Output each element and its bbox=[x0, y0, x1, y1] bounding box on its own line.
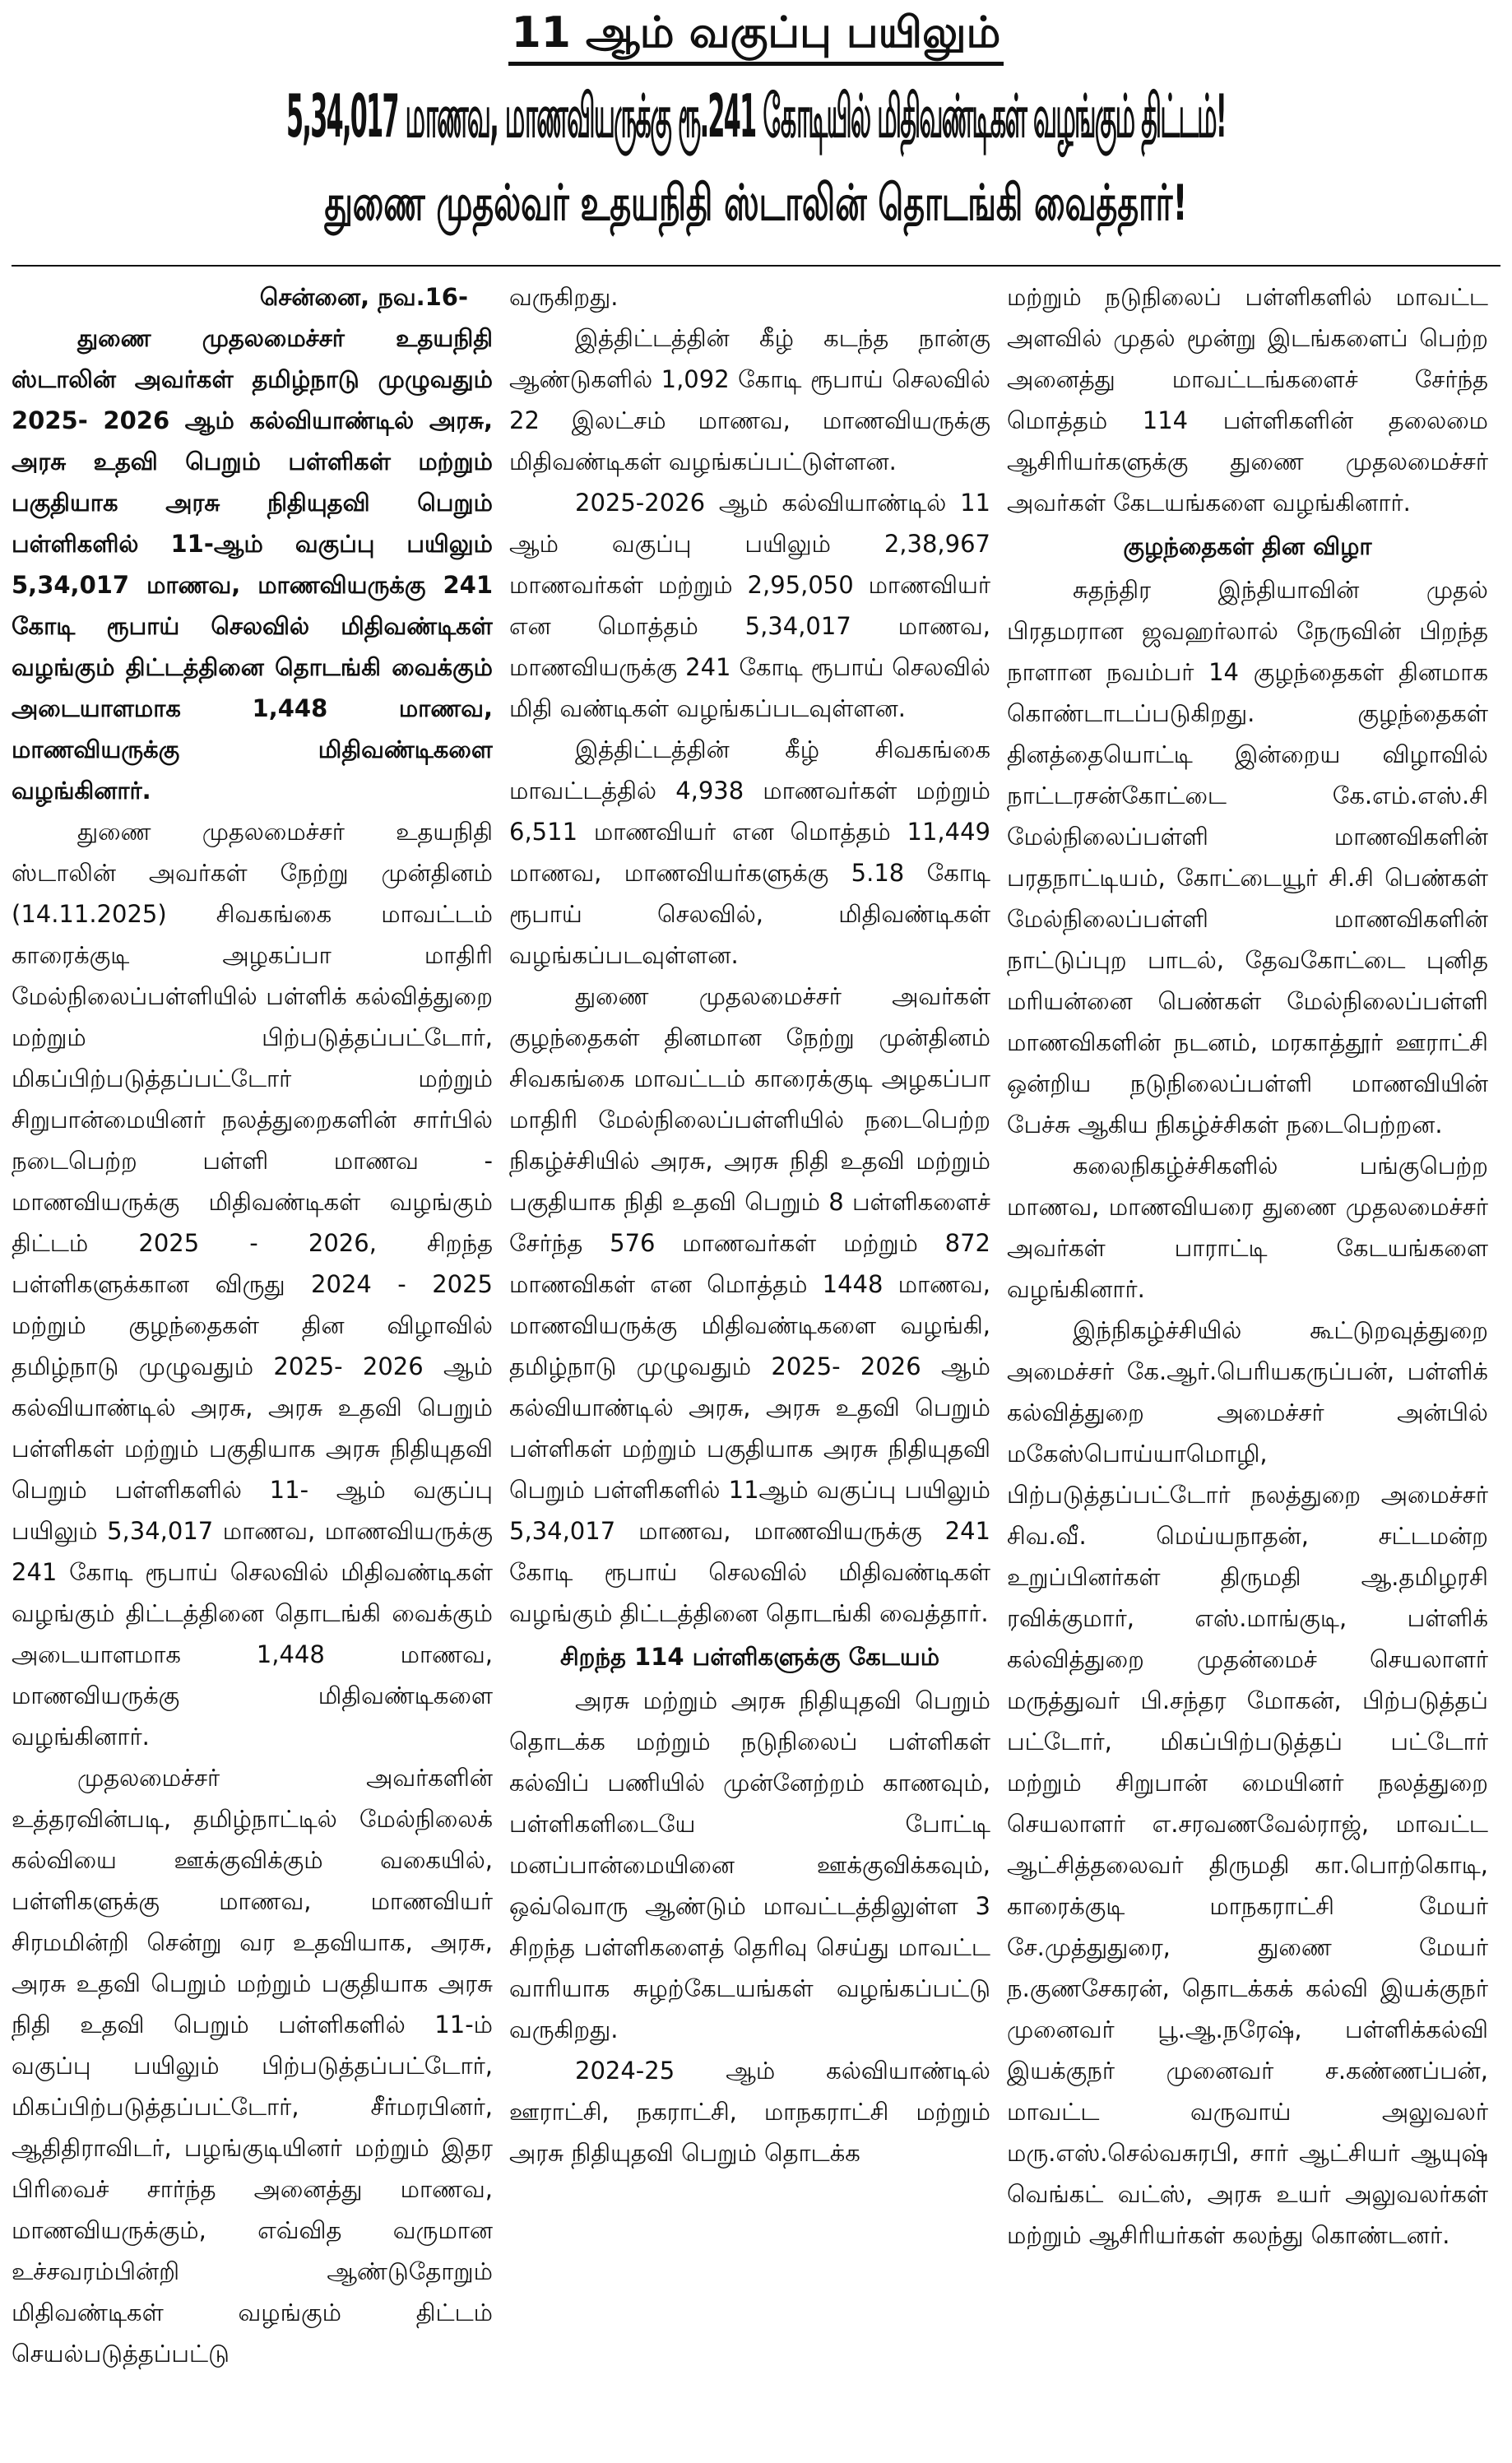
kicker-wrap bbox=[12, 0, 1500, 77]
paragraph: துணை முதலமைச்சர் உதயநிதி ஸ்டாலின் அவர்கள் நேற்று முன்தினம் (14.11.2025) சிவகங்கை மாவட்டம் காரைக்குடி அழகப்பா மாதிரி மேல்நிலைப்பள்ளியில் பள்ளிக் கல்வித்துறை மற்றும் பிற்படுத்தப்பட்டோர், மிகப்பிற்படுத்தப்பட்டோர் மற்றும் சிறுபான்மையினர் நலத்துறைகளின் சார்பில் நடைபெற்ற பள்ளி மாணவ - மாணவியருக்கு மிதிவண்டிகள் வழங்கும் திட்டம் 2025 - 2026, சிறந்த பள்ளிகளுக்கான விருது 2024 - 2025 மற்றும் குழந்தைகள் தின விழாவில் தமிழ்நாடு முழுவதும் 2025- 2026 ஆம் கல்வியாண்டில் அரசு, அரசு உதவி பெறும் பள்ளிகள் மற்றும் பகுதியாக அரசு நிதியுதவி பெறும் பள்ளிகளில் 11- ஆம் வகுப்பு பயிலும் 5,34,017 மாணவ, மாணவியருக்கு 241 கோடி ரூபாய் செலவில் மிதிவண்டிகள் வழங்கும் திட்டத்தினை தொடங்கி வைக்கும் அடையாளமாக 1,448 மாணவ, மாணவியருக்கு மிதிவண்டிகளை வழங்கினார். bbox=[12, 818, 493, 1751]
divider bbox=[12, 265, 1500, 267]
headline: 5,34,017 மாணவ, மாணவியருக்கு ரூ.241 கோடியில் மிதிவண்டிகள் வழங்கும் திட்டம்! bbox=[286, 81, 1226, 151]
paragraph: சுதந்திர இந்தியாவின் முதல் பிரதமரான ஜவஹர்லால் நேருவின் பிறந்த நாளான நவம்பர் 14 குழந்தைகள் தினமாக கொண்டாடப்படுகிறது. குழந்தைகள் தினத்தையொட்டி இன்றைய விழாவில் நாட்டரசன்கோட்டை கே.எம்.எஸ்.சி மேல்நிலைப்பள்ளி மாணவிகளின் பரதநாட்டியம், கோட்டையூர் சி.சி பெண்கள் மேல்நிலைப்பள்ளி மாணவிகளின் நாட்டுப்புற பாடல், தேவகோட்டை புனித மரியன்னை பெண்கள் மேல்நிலைப்பள்ளி மாணவிகளின் நடனம், மரகாத்தூர் ஊராட்சி ஒன்றிய நடுநிலைப்பள்ளி மாணவியின் பேச்சு ஆகிய நிகழ்ச்சிகள் நடைபெற்றன. bbox=[1007, 576, 1488, 1139]
paragraph: 2024-25 ஆம் கல்வியாண்டில் ஊராட்சி, நகராட்சி, மாநகராட்சி மற்றும் அரசு நிதியுதவி பெறும் தொடக்க bbox=[509, 2057, 990, 2167]
subhead: துணை முதல்வர் உதயநிதி ஸ்டாலின் தொடங்கி வைத்தார்! bbox=[324, 174, 1188, 232]
dateline: சென்னை, நவ.16- bbox=[259, 283, 468, 311]
lead-paragraph: துணை முதலமைச்சர் உதயநிதி ஸ்டாலின் அவர்கள் தமிழ்நாடு முழுவதும் 2025- 2026 ஆம் கல்வியாண்டில் அரசு, அரசு உதவி பெறும் பள்ளிகள் மற்றும் பகுதியாக அரசு நிதியுதவி பெறும் பள்ளிகளில் 11-ஆம் வகுப்பு பயிலும் 5,34,017 மாணவ, மாணவியருக்கு 241 கோடி ரூபாய் செலவில் மிதிவண்டிகள் வழங்கும் திட்டத்தினை தொடங்கி வைக்கும் அடையாளமாக 1,448 மாணவ, மாணவியருக்கு மிதிவண்டிகளை வழங்கினார். bbox=[12, 324, 493, 805]
paragraph: இத்திட்டத்தின் கீழ் சிவகங்கை மாவட்டத்தில் 4,938 மாணவர்கள் மற்றும் 6,511 மாணவியர் என மொத்தம் 11,449 மாணவ, மாணவியர்களுக்கு 5.18 கோடி ரூபாய் செலவில், மிதிவண்டிகள் வழங்கப்படவுள்ளன. bbox=[509, 735, 990, 969]
column-3 bbox=[1007, 276, 1488, 2407]
article-columns bbox=[12, 276, 1500, 2407]
paragraph: அரசு மற்றும் அரசு நிதியுதவி பெறும் தொடக்க மற்றும் நடுநிலைப் பள்ளிகள் கல்விப் பணியில் முன்னேற்றம் காணவும், பள்ளிகளிடையே போட்டி மனப்பான்மையினை ஊக்குவிக்கவும், ஒவ்வொரு ஆண்டும் மாவட்டத்திலுள்ள 3 சிறந்த பள்ளிகளைத் தெரிவு செய்து மாவட்ட வாரியாக சுழற்கேடயங்கள் வழங்கப்பட்டு வருகிறது. bbox=[509, 1686, 990, 2043]
paragraph: 2025-2026 ஆம் கல்வியாண்டில் 11 ஆம் வகுப்பு பயிலும் 2,38,967 மாணவர்கள் மற்றும் 2,95,050 மாணவியர் என மொத்தம் 5,34,017 மாணவ, மாணவியருக்கு 241 கோடி ரூபாய் செலவில் மிதி வண்டிகள் வழங்கப்படவுள்ளன. bbox=[509, 489, 990, 722]
column-1 bbox=[12, 276, 493, 2407]
section-subtitle-shields: சிறந்த 114 பள்ளிகளுக்கு கேடயம் bbox=[559, 1643, 940, 1671]
kicker: 11 ஆம் வகுப்பு பயிலும் bbox=[508, 7, 1004, 66]
paragraph: முதலமைச்சர் அவர்களின் உத்தரவின்படி, தமிழ்நாட்டில் மேல்நிலைக் கல்வியை ஊக்குவிக்கும் வகையில், பள்ளிகளுக்கு மாணவ, மாணவியர் சிரமமின்றி சென்று வர உதவியாக, அரசு, அரசு உதவி பெறும் மற்றும் பகுதியாக அரசு நிதி உதவி பெறும் பள்ளிகளில் 11-ம் வகுப்பு பயிலும் பிற்படுத்தப்பட்டோர், மிகப்பிற்படுத்தப்பட்டோர், சீர்மரபினர், ஆதிதிராவிடர், பழங்குடியினர் மற்றும் இதர பிரிவைச் சார்ந்த அனைத்து மாணவ, மாணவியருக்கும், எவ்வித வருமான உச்சவரம்பின்றி ஆண்டுதோறும் மிதிவண்டிகள் வழங்கும் திட்டம் செயல்படுத்தப்பட்டு bbox=[12, 1764, 493, 2368]
paragraph-continued: மற்றும் நடுநிலைப் பள்ளிகளில் மாவட்ட அளவில் முதல் மூன்று இடங்களைப் பெற்ற அனைத்து மாவட்டங்களைச் சேர்ந்த மொத்தம் 114 பள்ளிகளின் தலைமை ஆசிரியர்களுக்கு துணை முதலமைச்சர் அவர்கள் கேடயங்களை வழங்கினார். bbox=[1007, 283, 1488, 517]
paragraph: துணை முதலமைச்சர் அவர்கள் குழந்தைகள் தினமான நேற்று முன்தினம் சிவகங்கை மாவட்டம் காரைக்குடி அழகப்பா மாதிரி மேல்நிலைப்பள்ளியில் நடைபெற்ற நிகழ்ச்சியில் அரசு, அரசு நிதி உதவி மற்றும் பகுதியாக நிதி உதவி பெறும் 8 பள்ளிகளைச் சேர்ந்த 576 மாணவர்கள் மற்றும் 872 மாணவிகள் என மொத்தம் 1448 மாணவ, மாணவியருக்கு மிதிவண்டிகளை வழங்கி, தமிழ்நாடு முழுவதும் 2025- 2026 ஆம் கல்வியாண்டில் அரசு, அரசு உதவி பெறும் பள்ளிகள் மற்றும் பகுதியாக அரசு நிதியுதவி பெறும் பள்ளிகளில் 11ஆம் வகுப்பு பயிலும் 5,34,017 மாணவ, மாணவியருக்கு 241 கோடி ரூபாய் செலவில் மிதிவண்டிகள் வழங்கும் திட்டத்தினை தொடங்கி வைத்தார். bbox=[509, 982, 990, 1627]
paragraph-continued: வருகிறது. bbox=[509, 283, 619, 311]
section-subtitle-childrens-day: குழந்தைகள் தின விழா bbox=[1123, 532, 1372, 560]
column-2 bbox=[509, 276, 990, 2407]
paragraph: இந்நிகழ்ச்சியில் கூட்டுறவுத்துறை அமைச்சர் கே.ஆர்.பெரியகருப்பன், பள்ளிக் கல்வித்துறை அமைச்சர் அன்பில் மகேஸ்பொய்யாமொழி, பிற்படுத்தப்பட்டோர் நலத்துறை அமைச்சர் சிவ.வீ. மெய்யநாதன், சட்டமன்ற உறுப்பினர்கள் திருமதி ஆ.தமிழரசி ரவிக்குமார், எஸ்.மாங்குடி, பள்ளிக் கல்வித்துறை முதன்மைச் செயலாளர் மருத்துவர் பி.சந்தர மோகன், பிற்படுத்தப் பட்டோர், மிகப்பிற்படுத்தப் பட்டோர் மற்றும் சிறுபான் மையினர் நலத்துறை செயலாளர் எ.சரவணவேல்ராஜ், மாவட்ட ஆட்சித்தலைவர் திருமதி கா.பொற்கொடி, காரைக்குடி மாநகராட்சி மேயர் சே.முத்துதுரை, துணை மேயர் ந.குணசேகரன், தொடக்கக் கல்வி இயக்குநர் முனைவர் பூ.ஆ.நரேஷ், பள்ளிக்கல்வி இயக்குநர் முனைவர் ச.கண்ணப்பன், மாவட்ட வருவாய் அலுவலர் மரு.எஸ்.செல்வசுரபி, சார் ஆட்சியர் ஆயுஷ் வெங்கட் வட்ஸ், அரசு உயர் அலுவலர்கள் மற்றும் ஆசிரியர்கள் கலந்து கொண்டனர். bbox=[1007, 1316, 1488, 2249]
paragraph: கலைநிகழ்ச்சிகளில் பங்குபெற்ற மாணவ, மாணவியரை துணை முதலமைச்சர் அவர்கள் பாராட்டி கேடயங்களை வழங்கினார். bbox=[1007, 1152, 1488, 1303]
paragraph: இத்திட்டத்தின் கீழ் கடந்த நான்கு ஆண்டுகளில் 1,092 கோடி ரூபாய் செலவில் 22 இலட்சம் மாணவ, மாணவியருக்கு மிதிவண்டிகள் வழங்கப்பட்டுள்ளன. bbox=[509, 324, 990, 475]
